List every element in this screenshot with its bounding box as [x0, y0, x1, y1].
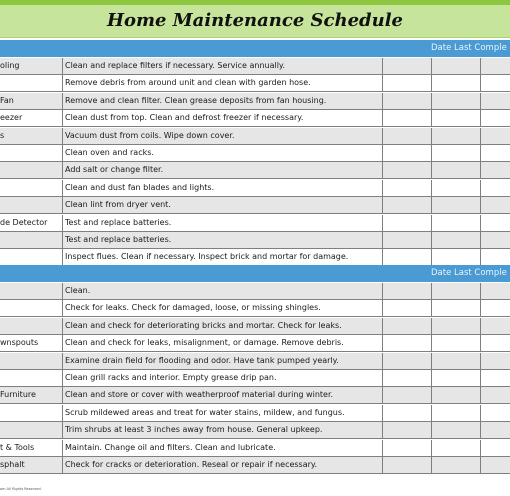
task-cell: Remove and clean filter. Clean grease deposits from fan housing. — [62, 93, 382, 109]
item-cell — [0, 318, 62, 334]
date-cell[interactable] — [382, 162, 431, 178]
date-cell[interactable] — [431, 353, 480, 369]
table-row — [0, 405, 510, 422]
task-cell: Clean and replace filters if necessary. Service annually. — [62, 58, 382, 74]
date-cell[interactable] — [382, 145, 431, 161]
date-cell[interactable] — [480, 283, 510, 299]
date-cell[interactable] — [382, 128, 431, 144]
date-cell[interactable] — [431, 249, 480, 265]
copyright-footer: om All Rights Reserved. — [0, 487, 42, 491]
task-cell: Add salt or change filter. — [62, 162, 382, 178]
table-row — [0, 440, 510, 457]
date-cell[interactable] — [480, 300, 510, 316]
date-cell[interactable] — [382, 387, 431, 403]
date-cell[interactable] — [480, 197, 510, 213]
item-cell: Fan — [0, 95, 14, 105]
date-cell[interactable] — [382, 283, 431, 299]
task-cell: Clean and check for leaks, misalignment, or damage. Remove debris. — [62, 335, 382, 351]
date-cell[interactable] — [480, 58, 510, 74]
table-row — [0, 58, 510, 75]
item-cell: oling — [0, 61, 20, 70]
date-cell[interactable] — [382, 58, 431, 74]
item-cell: eezer — [0, 113, 23, 123]
date-cell[interactable] — [382, 249, 431, 265]
table-row — [0, 370, 510, 387]
date-cell[interactable] — [480, 457, 510, 473]
date-cell[interactable] — [480, 249, 510, 265]
date-cell[interactable] — [431, 440, 480, 456]
date-cell[interactable] — [382, 110, 431, 126]
item-cell: s — [0, 130, 5, 140]
item-cell — [0, 145, 62, 161]
item-cell — [0, 162, 62, 178]
task-cell: Remove debris from around unit and clean with garden hose. — [62, 75, 382, 91]
date-cell[interactable] — [480, 440, 510, 456]
date-cell[interactable] — [480, 75, 510, 91]
table-row — [0, 197, 510, 214]
table-row — [0, 215, 510, 232]
task-cell: Vacuum dust from coils. Wipe down cover. — [62, 128, 382, 144]
table-row — [0, 93, 510, 110]
date-cell[interactable] — [431, 318, 480, 334]
date-cell[interactable] — [382, 300, 431, 316]
date-cell[interactable] — [431, 370, 480, 386]
date-cell[interactable] — [382, 353, 431, 369]
date-last-completed-header: Date Last Comple — [431, 268, 507, 278]
date-cell[interactable] — [382, 75, 431, 91]
page-title: Home Maintenance Schedule — [106, 10, 404, 31]
date-cell[interactable] — [480, 232, 510, 248]
table-row — [0, 232, 510, 249]
table-row — [0, 249, 510, 266]
item-cell — [0, 370, 62, 386]
date-cell[interactable] — [431, 215, 480, 231]
table-row — [0, 318, 510, 335]
task-cell: Inspect flues. Clean if necessary. Inspect brick and mortar for damage. — [62, 249, 382, 265]
table-row — [0, 75, 510, 92]
table-row — [0, 110, 510, 127]
date-cell[interactable] — [480, 162, 510, 178]
date-cell[interactable] — [382, 93, 431, 109]
table-row — [0, 283, 510, 300]
date-cell[interactable] — [431, 180, 480, 196]
date-cell[interactable] — [382, 215, 431, 231]
date-cell[interactable] — [382, 318, 431, 334]
date-cell[interactable] — [431, 232, 480, 248]
section-header — [0, 40, 510, 57]
task-cell: Clean lint from dryer vent. — [62, 197, 382, 213]
item-cell: sphalt — [0, 460, 25, 469]
task-cell: Clean and check for deteriorating bricks and mortar. Check for leaks. — [62, 318, 382, 334]
date-cell[interactable] — [480, 422, 510, 438]
date-cell[interactable] — [382, 232, 431, 248]
date-cell[interactable] — [382, 440, 431, 456]
date-cell[interactable] — [431, 405, 480, 421]
date-cell[interactable] — [431, 197, 480, 213]
table-row — [0, 162, 510, 179]
date-cell[interactable] — [382, 180, 431, 196]
table-row — [0, 422, 510, 439]
date-cell[interactable] — [480, 318, 510, 334]
date-cell[interactable] — [480, 387, 510, 403]
task-cell: Test and replace batteries. — [62, 215, 382, 231]
date-cell[interactable] — [480, 93, 510, 109]
date-cell[interactable] — [480, 110, 510, 126]
item-cell — [0, 405, 62, 421]
date-cell[interactable] — [382, 370, 431, 386]
item-cell: de Detector — [0, 217, 48, 227]
table-row — [0, 300, 510, 317]
date-cell[interactable] — [382, 457, 431, 473]
item-cell — [0, 353, 62, 369]
table-row — [0, 180, 510, 197]
date-last-completed-header: Date Last Comple — [431, 43, 507, 53]
task-cell: Test and replace batteries. — [62, 232, 382, 248]
task-cell: Examine drain field for flooding and odor. Have tank pumped yearly. — [62, 353, 382, 369]
table-row — [0, 128, 510, 145]
task-cell: Maintain. Change oil and filters. Clean and lubricate. — [62, 440, 382, 456]
date-cell[interactable] — [431, 75, 480, 91]
section-header — [0, 265, 510, 282]
date-cell[interactable] — [431, 422, 480, 438]
date-cell[interactable] — [480, 215, 510, 231]
date-cell[interactable] — [431, 283, 480, 299]
date-cell[interactable] — [480, 405, 510, 421]
date-cell[interactable] — [431, 93, 480, 109]
item-cell — [0, 422, 62, 438]
item-cell — [0, 283, 62, 299]
date-cell[interactable] — [480, 353, 510, 369]
table-row — [0, 353, 510, 370]
item-cell — [0, 197, 62, 213]
table-row — [0, 457, 510, 474]
table-row — [0, 145, 510, 162]
date-cell[interactable] — [480, 145, 510, 161]
table-row — [0, 335, 510, 352]
title-banner — [0, 5, 510, 38]
date-cell[interactable] — [480, 128, 510, 144]
item-cell — [0, 232, 62, 248]
task-cell: Clean. — [62, 283, 382, 299]
date-cell[interactable] — [431, 128, 480, 144]
date-cell[interactable] — [431, 145, 480, 161]
item-cell: wnspouts — [0, 338, 39, 348]
date-cell[interactable] — [431, 300, 480, 316]
item-cell: t & Tools — [0, 442, 35, 452]
date-cell[interactable] — [382, 422, 431, 438]
date-cell[interactable] — [382, 405, 431, 421]
task-cell: Check for cracks or deterioration. Reseal or repair if necessary. — [62, 457, 382, 473]
date-cell[interactable] — [431, 110, 480, 126]
task-cell: Clean and store or cover with weatherproof material during winter. — [62, 387, 382, 403]
task-cell: Clean grill racks and interior. Empty grease drip pan. — [62, 370, 382, 386]
task-cell: Scrub mildewed areas and treat for water stains, mildew, and fungus. — [62, 405, 382, 421]
date-cell[interactable] — [480, 180, 510, 196]
item-cell — [0, 300, 62, 316]
date-cell[interactable] — [382, 335, 431, 351]
date-cell[interactable] — [480, 335, 510, 351]
item-cell — [0, 75, 62, 91]
date-cell[interactable] — [480, 370, 510, 386]
item-cell — [0, 180, 62, 196]
task-cell: Check for leaks. Check for damaged, loose, or missing shingles. — [62, 300, 382, 316]
task-cell: Clean and dust fan blades and lights. — [62, 180, 382, 196]
date-cell[interactable] — [431, 58, 480, 74]
item-cell — [0, 249, 62, 265]
task-cell: Trim shrubs at least 3 inches away from house. General upkeep. — [62, 422, 382, 438]
date-cell[interactable] — [431, 387, 480, 403]
item-cell: Furniture — [0, 390, 36, 400]
task-cell: Clean dust from top. Clean and defrost freezer if necessary. — [62, 110, 382, 126]
date-cell[interactable] — [431, 335, 480, 351]
date-cell[interactable] — [431, 457, 480, 473]
table-row — [0, 387, 510, 404]
date-cell[interactable] — [382, 197, 431, 213]
task-cell: Clean oven and racks. — [62, 145, 382, 161]
date-cell[interactable] — [431, 162, 480, 178]
